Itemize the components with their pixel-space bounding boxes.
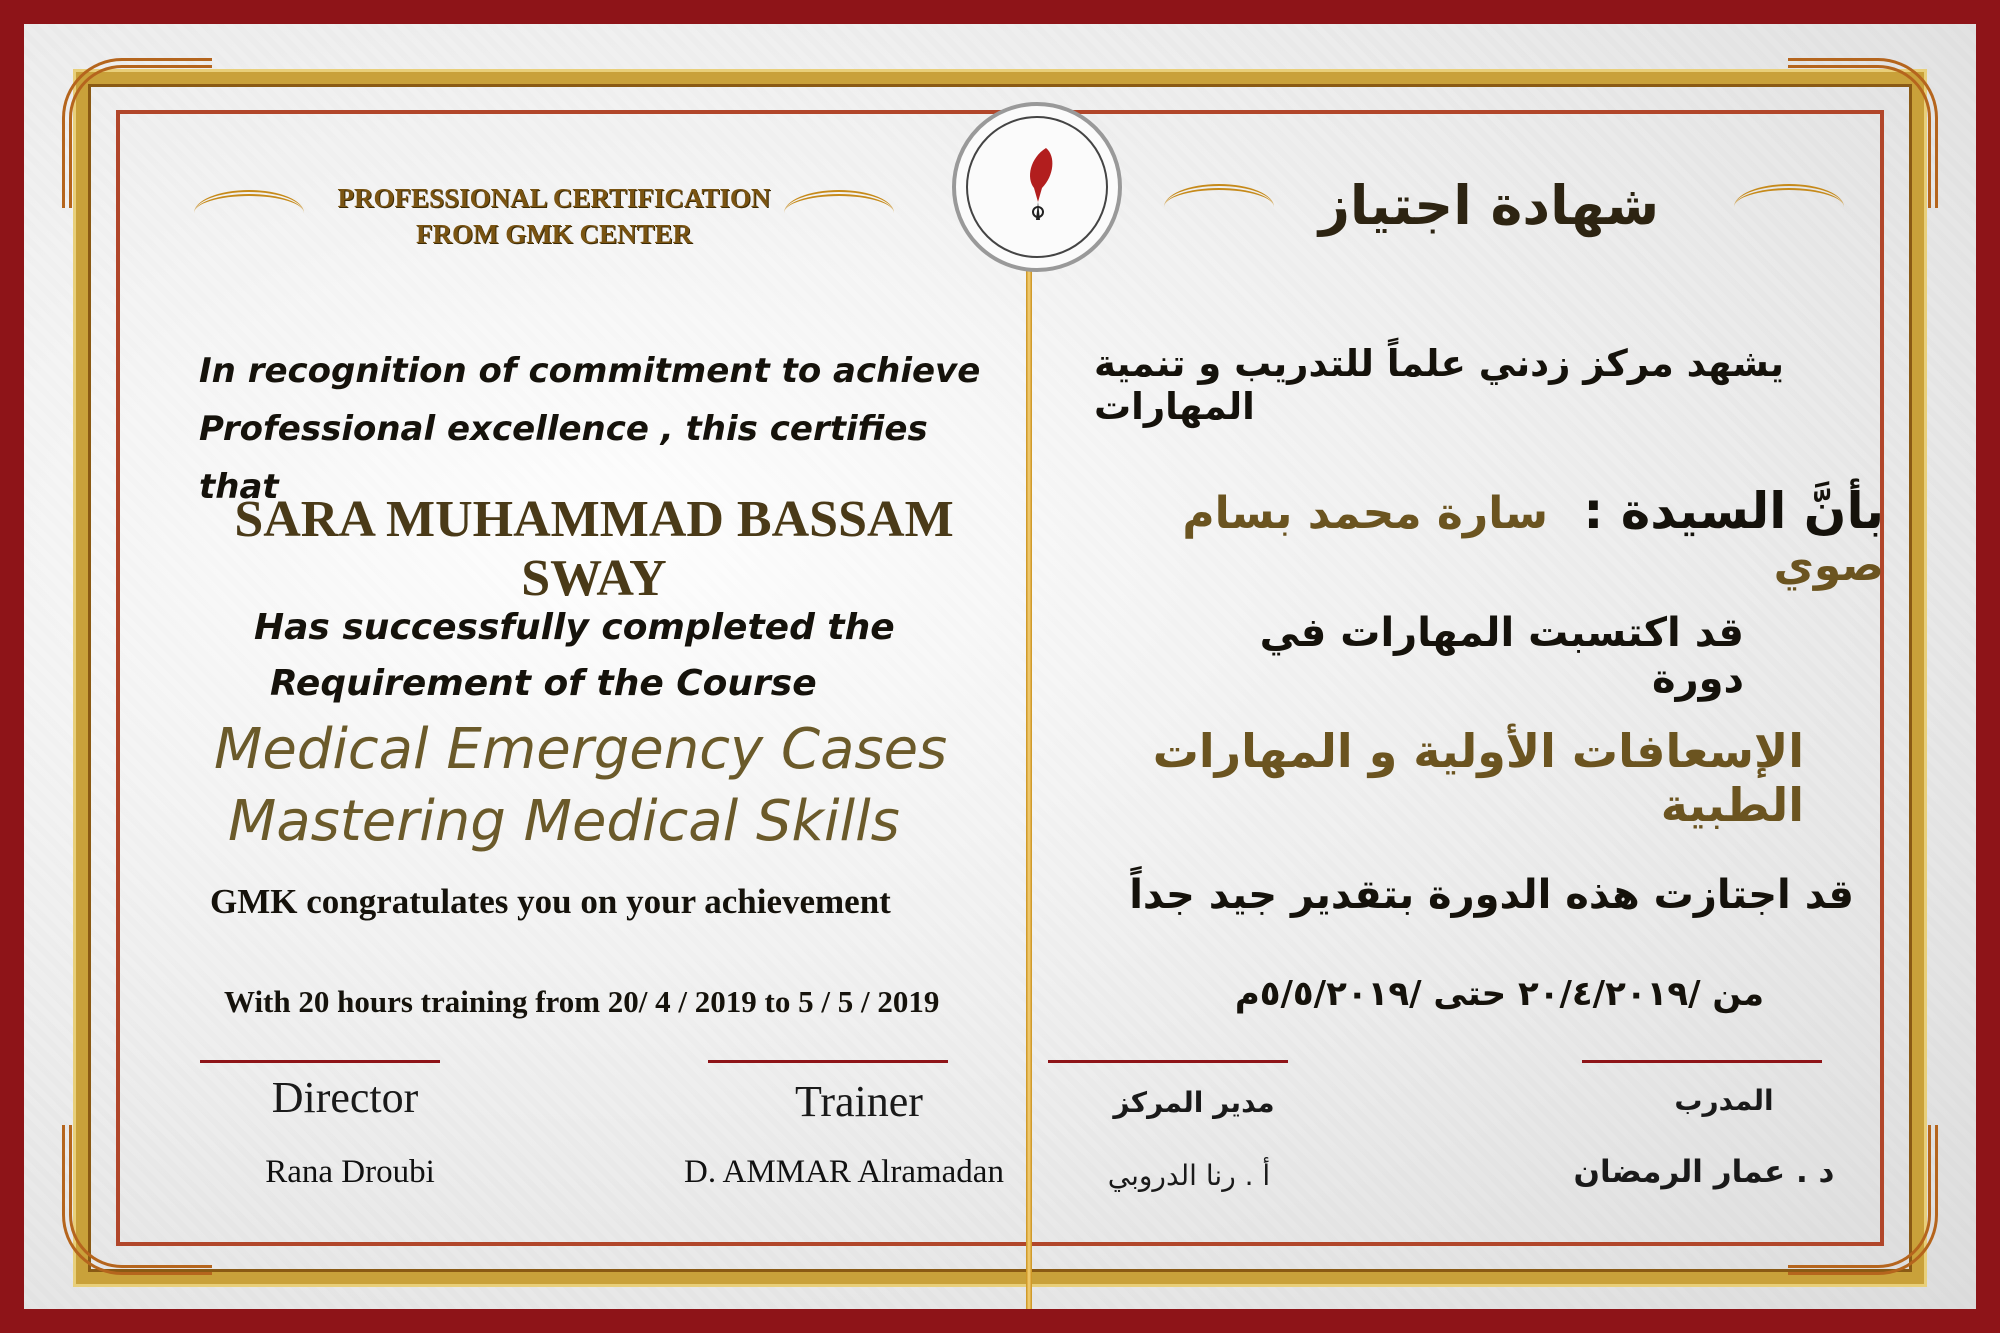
corner-ornament-icon [1788,1125,1938,1275]
signature-line [200,1060,440,1063]
course-title-ar: الإسعافات الأولية و المهارات الطبية [1152,724,1804,832]
trainer-title-ar: المدرب [1674,1084,1774,1117]
issuer-text-ar: يشهد مركز زدني علماً للتدريب و تنمية المهارات [1094,342,1784,428]
certificate [24,24,1976,1309]
director-name-ar: أ . رنا الدروبي [1107,1159,1271,1192]
director-name-en: Rana Droubi [265,1154,435,1190]
flourish-icon [784,190,894,236]
signature-line [708,1060,948,1063]
director-title-en: Director [271,1073,419,1122]
course-title-en: Medical Emergency Cases Mastering Medical Skills [214,717,948,854]
dates-text-ar: من /٢٠/٤/٢٠١٩ حتى /٥/٥/٢٠١٩م [1234,974,1764,1014]
training-hours-text: With 20 hours training from 20/ 4 / 2019 to 5 / 5 / 2019 [224,984,940,1019]
quill-pen-icon [1016,146,1060,224]
trainer-name-en: D. AMMAR Alramadan [684,1154,1004,1190]
congrats-text: GMK congratulates you on your achievement [210,882,891,921]
signature-line [1048,1060,1288,1063]
recipient-row-ar: بأنَّ السيدة : سارة محمد بسام صوي [1182,482,1884,591]
flourish-icon [194,190,304,236]
trainer-name-ar: د . عمار الرمضان [1573,1154,1835,1190]
header-title-ar: شهادة اجتياز [1318,174,1660,237]
recognition-text: In recognition of commitment to achieve Professional excellence , this certifies that [199,351,981,507]
acquired-text-ar: قد اكتسبت المهارات في دورة [1259,610,1744,702]
header-title-en: PROFESSIONAL CERTIFICATION FROM GMK CENTER [337,183,771,249]
completed-text: Has successfully completed the Requirement of the Course [254,607,895,704]
corner-ornament-icon [62,58,212,208]
center-divider [1026,224,1032,1309]
trainer-title-en: Trainer [795,1077,923,1126]
director-title-ar: مدير المركز [1113,1086,1275,1119]
flourish-icon [1734,184,1844,230]
signature-line [1582,1060,1822,1063]
passed-text-ar: قد اجتازت هذه الدورة بتقدير جيد جداً [1129,872,1854,918]
gmk-logo [952,102,1122,272]
corner-ornament-icon [62,1125,212,1275]
recipient-name-en: SARA MUHAMMAD BASSAM SWAY [234,491,954,607]
